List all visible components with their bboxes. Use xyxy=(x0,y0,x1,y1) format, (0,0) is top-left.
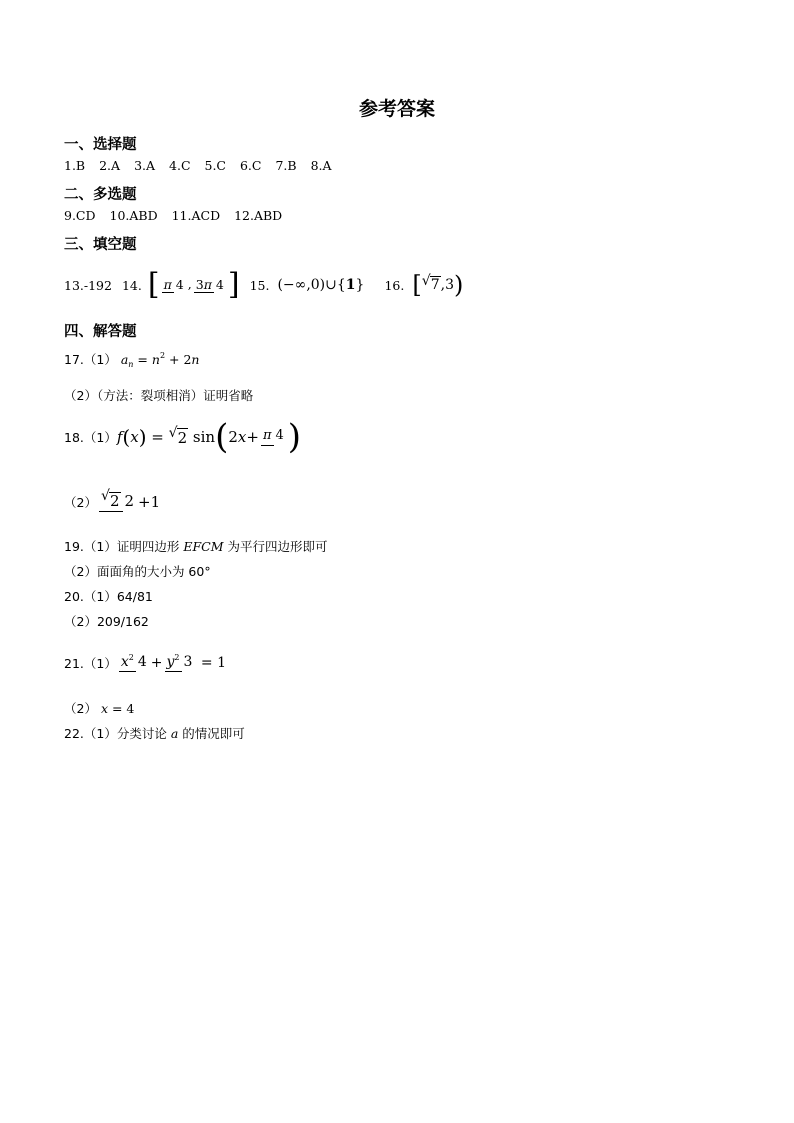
section-multiple-choice: 一、选择题 xyxy=(64,137,137,153)
multi-answer-11: 11.ACD xyxy=(171,208,221,223)
mc-answer-4: 4.C xyxy=(169,158,191,173)
answer-21-2-label: （2） xyxy=(64,701,97,716)
answer-21-1-label: 21.（1） xyxy=(64,656,117,671)
fill-answer-16-label: 16. xyxy=(384,277,405,293)
answer-18-1-formula: f ( x ) = √ 2 sin ( 2 x + π 4 ) xyxy=(116,417,302,457)
fill-answer-14-label: 14. xyxy=(121,277,142,293)
answer-21-1 xyxy=(64,640,226,686)
answer-22-1-text: 22.（1）分类讨论 xyxy=(64,726,167,741)
mc-answer-7: 7.B xyxy=(275,158,297,173)
answer-21-2-formula: x = 4 xyxy=(100,701,135,716)
section-solutions: 四、解答题 xyxy=(64,324,137,340)
multi-answer-12: 12.ABD xyxy=(234,208,283,223)
answer-18-1 xyxy=(64,414,301,460)
fill-answer-13: 13.-192 xyxy=(64,277,112,293)
section-fill-in: 三、填空题 xyxy=(64,237,137,253)
answer-17-1-label: 17.（1） xyxy=(64,352,117,367)
answer-19-1-text: 19.（1）证明四边形 xyxy=(64,539,180,554)
mc-answer-1: 1.B xyxy=(64,158,86,173)
answer-20-2: （2）209/162 xyxy=(64,614,149,629)
answer-21-1-formula: $x^2$ 4 + $y^2$ 3 = 1 xyxy=(120,652,226,671)
answer-17-1-formula: $a_n = n^2 + 2n$ xyxy=(120,351,200,369)
answer-22-1-suffix: 的情况即可 xyxy=(182,726,245,741)
page-title: 参考答案 xyxy=(358,98,435,120)
mc-answer-6: 6.C xyxy=(239,158,262,173)
mc-answer-8: 8.A xyxy=(310,158,332,173)
fill-answer-14-formula: [ π 4 , 3π 4 ] xyxy=(147,267,240,302)
section-multi-select: 二、多选题 xyxy=(64,187,137,203)
answer-19-1-suffix: 为平行四边形即可 xyxy=(227,539,328,554)
mc-answer-5: 5.C xyxy=(204,158,226,173)
answer-18-2-formula: √ 2 2 +1 xyxy=(100,488,161,511)
fill-answer-15-label: 15. xyxy=(249,277,270,293)
multi-answer-10: 10.ABD xyxy=(109,208,158,223)
answer-19-2: （2）面面角的大小为 60° xyxy=(64,564,211,579)
answer-22-1-var: a xyxy=(170,726,179,741)
answer-19-1-quad: EFCM xyxy=(183,539,224,554)
mc-answer-3: 3.A xyxy=(134,158,156,173)
multi-answer-9: 9.CD xyxy=(64,208,96,223)
fill-answers xyxy=(64,263,463,307)
fill-answer-15-formula: (−∞,0)∪{1} xyxy=(277,277,365,293)
mc-answers xyxy=(64,158,332,173)
answer-19-1 xyxy=(64,537,328,555)
answer-20-1: 20.（1）64/81 xyxy=(64,589,153,604)
fill-answer-16-formula: [ √ 7,3) xyxy=(412,271,464,299)
answer-18-2 xyxy=(64,478,160,526)
mc-answer-2: 2.A xyxy=(99,158,121,173)
answer-18-2-label: （2） xyxy=(64,495,97,510)
multi-answers xyxy=(64,208,282,223)
answer-22-1 xyxy=(64,724,245,742)
answer-17-1 xyxy=(64,350,199,369)
answer-21-2 xyxy=(64,699,134,717)
answer-17-2: （2）（方法：裂项相消）证明省略 xyxy=(64,388,254,403)
answer-18-1-label: 18.（1） xyxy=(64,430,117,445)
